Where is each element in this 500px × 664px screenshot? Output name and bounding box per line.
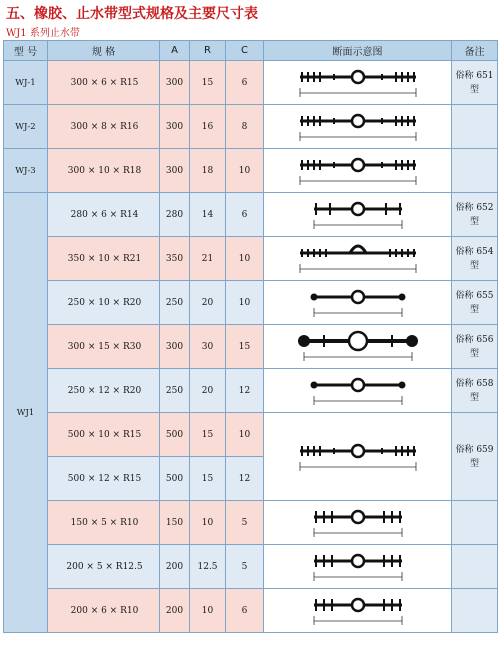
section-diagram [292,283,424,323]
a-cell: 350 [160,237,190,281]
a-cell: 150 [160,501,190,545]
r-cell: 15 [190,457,226,501]
a-cell: 250 [160,281,190,325]
table-row [4,325,498,369]
type-cell: WJ-2 [4,105,48,149]
header-remark: 备注 [452,41,498,61]
r-cell: 21 [190,237,226,281]
spec-cell [48,105,160,149]
spec-text: 500 × 10 × R15 [67,429,142,440]
remark-cell: 俗称 654 型 [452,237,498,281]
section-diagram [292,437,424,477]
spec-text: 200 × 5 × R12.5 [66,561,143,572]
diagram-cell [264,105,452,149]
a-cell: 250 [160,369,190,413]
table-row [4,61,498,105]
spec-cell [48,61,160,105]
center-bulb [352,379,364,391]
end-bulb [398,381,405,388]
type-cell: WJ-3 [4,149,48,193]
c-cell: 6 [226,589,264,633]
diagram-cell [264,193,452,237]
r-cell: 20 [190,369,226,413]
remark-cell [452,105,498,149]
diagram-cell [264,281,452,325]
r-cell: 20 [190,281,226,325]
spec-cell [48,545,160,589]
center-bulb [352,159,364,171]
remark-cell: 俗称 655 型 [452,281,498,325]
spec-cell [48,589,160,633]
section-diagram [292,327,424,367]
type-cell: WJ-1 [4,61,48,105]
spec-text: 300 × 6 × R15 [70,77,139,88]
r-cell: 30 [190,325,226,369]
spec-table [3,40,498,633]
diagram-cell [264,501,452,545]
diagram-cell [264,413,452,501]
c-cell: 6 [226,61,264,105]
spec-cell [48,369,160,413]
spec-text: 500 × 12 × R15 [67,473,142,484]
spec-cell [48,413,160,457]
spec-text: 150 × 5 × R10 [70,517,139,528]
header-a: A [160,41,190,61]
end-bulb [310,293,317,300]
remark-cell: 俗称 652 型 [452,193,498,237]
section-diagram [292,195,424,235]
header-spec: 规 格 [48,41,160,61]
diagram-cell [264,545,452,589]
remark-cell: 俗称 659 型 [452,413,498,501]
center-bulb [349,332,367,350]
page-title: 五、橡胶、止水带型式规格及主要尺寸表 [6,6,258,22]
c-cell: 10 [226,237,264,281]
r-cell: 15 [190,413,226,457]
table-row [4,413,498,457]
center-bulb [352,599,364,611]
header-c: C [226,41,264,61]
c-cell: 5 [226,545,264,589]
spec-text: 200 × 6 × R10 [70,605,139,616]
table-row [4,501,498,545]
a-cell: 200 [160,589,190,633]
section-diagram [292,107,424,147]
spec-text: 280 × 6 × R14 [70,209,139,220]
c-cell: 10 [226,149,264,193]
c-cell: 5 [226,501,264,545]
spec-text: 350 × 10 × R21 [67,253,142,264]
a-cell: 500 [160,457,190,501]
r-cell: 18 [190,149,226,193]
table-row [4,545,498,589]
spec-cell [48,325,160,369]
section-diagram [292,151,424,191]
section-diagram [292,591,424,631]
r-cell: 10 [190,501,226,545]
r-cell: 12.5 [190,545,226,589]
type-cell: WJ1 [4,193,48,633]
table-row [4,105,498,149]
section-diagram [292,239,424,279]
spec-cell [48,457,160,501]
center-bulb [352,445,364,457]
end-bulb [406,335,418,347]
table-row [4,589,498,633]
c-cell: 8 [226,105,264,149]
a-cell: 300 [160,105,190,149]
spec-cell [48,149,160,193]
r-cell: 16 [190,105,226,149]
center-bulb [352,291,364,303]
c-cell: 10 [226,281,264,325]
center-bulb [352,511,364,523]
spec-text: 250 × 12 × R20 [67,385,142,396]
section-diagram [292,63,424,103]
a-cell: 300 [160,325,190,369]
remark-cell: 俗称 651 型 [452,61,498,105]
a-cell: 300 [160,149,190,193]
series-subtitle: WJ1 系列止水带 [6,28,80,39]
table-row [4,369,498,413]
center-bulb [352,71,364,83]
r-cell: 10 [190,589,226,633]
spec-cell [48,237,160,281]
header-r: R [190,41,226,61]
table-row [4,281,498,325]
center-bulb [352,115,364,127]
a-cell: 300 [160,61,190,105]
remark-cell: 俗称 656 型 [452,325,498,369]
remark-cell [452,589,498,633]
a-cell: 280 [160,193,190,237]
remark-cell: 俗称 658 型 [452,369,498,413]
spec-text: 250 × 10 × R20 [67,297,142,308]
table-row [4,193,498,237]
center-bulb [352,555,364,567]
a-cell: 500 [160,413,190,457]
table-row [4,149,498,193]
spec-text: 300 × 8 × R16 [70,121,139,132]
section-diagram [292,371,424,411]
end-bulb [398,293,405,300]
spec-cell [48,501,160,545]
r-cell: 14 [190,193,226,237]
c-cell: 6 [226,193,264,237]
section-diagram [292,547,424,587]
diagram-cell [264,61,452,105]
diagram-cell [264,325,452,369]
c-cell: 12 [226,369,264,413]
remark-cell [452,545,498,589]
c-cell: 15 [226,325,264,369]
diagram-cell [264,237,452,281]
header-row [4,41,498,61]
c-cell: 12 [226,457,264,501]
header-type: 型 号 [4,41,48,61]
spec-cell [48,193,160,237]
diagram-cell [264,149,452,193]
section-diagram [292,503,424,543]
a-cell: 200 [160,545,190,589]
table-row [4,237,498,281]
c-cell: 10 [226,413,264,457]
diagram-cell [264,369,452,413]
end-bulb [298,335,310,347]
header-diagram: 断面示意图 [264,41,452,61]
diagram-cell [264,589,452,633]
spec-text: 300 × 15 × R30 [67,341,142,352]
end-bulb [310,381,317,388]
remark-cell [452,149,498,193]
remark-cell [452,501,498,545]
spec-text: 300 × 10 × R18 [67,165,142,176]
spec-cell [48,281,160,325]
r-cell: 15 [190,61,226,105]
center-bulb [352,203,364,215]
